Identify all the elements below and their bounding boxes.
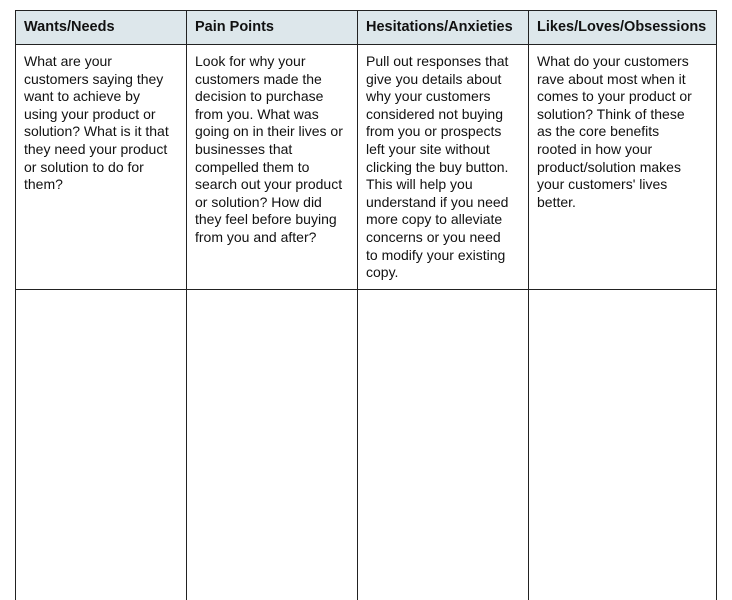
cell-text-line: or solution? How did [195,193,322,210]
cell-text-line: considered not buying [366,105,503,122]
cell-text-line: why your customers [366,88,491,105]
cell-prompt-hesitations-anxieties [366,53,508,282]
cell-text-line: Pull out responses that [366,53,509,69]
cell-text-line: decision to purchase [195,88,324,105]
cell-text-line: product/solution makes [537,158,681,175]
cell-text-line: search out your product [195,176,343,193]
cell-text-line: This will help you [366,176,473,193]
cell-text-line: compelled them to [195,158,310,175]
cell-text-line: clicking the buy button. [366,158,509,175]
cell-text-line: give you details about [366,70,502,87]
column-header-wants-needs: Wants/Needs [24,19,115,35]
row-divider [16,289,716,290]
cell-text-line: customers made the [195,70,322,87]
cell-text-line: to modify your existing [366,246,506,263]
column-header-pain-points: Pain Points [195,19,274,35]
cell-text-line: going on in their lives or [195,123,343,140]
cell-text-line: want to achieve by [24,88,140,105]
cell-text-line: they need your product [24,140,168,157]
cell-text-line: Look for why your [195,53,306,69]
cell-text-line: What do your customers [537,53,689,69]
cell-text-line: or solution to do for [24,158,144,175]
cell-text-line: from you or prospects [366,123,502,140]
cell-text-line: rave about most when it [537,70,686,87]
cell-text-line: using your product or [24,105,156,122]
cell-text-line: better. [537,193,576,210]
cell-text-line: solution? What is it that [24,123,169,140]
cell-text-line: customers saying they [24,70,164,87]
cell-text-line: concerns or you need [366,228,501,245]
cell-text-line: copy. [366,264,399,281]
cell-text-line: more copy to alleviate [366,211,503,228]
cell-text-line: businesses that [195,140,293,157]
cell-text-line: comes to your product or [537,88,692,105]
cell-text-line: them? [24,176,63,193]
cell-text-line: What are your [24,53,112,69]
cell-prompt-wants-needs [24,53,169,194]
cell-text-line: left your site without [366,140,490,157]
empty-answer-cell-wants-needs[interactable] [16,291,187,600]
column-header-likes-loves-obsessions: Likes/Loves/Obsessions [537,19,707,35]
cell-text-line: from you. What was [195,105,319,122]
cell-prompt-likes-loves-obsessions [537,53,692,211]
column-header-hesitations-anxieties: Hesitations/Anxieties [366,19,513,35]
cell-text-line: from you and after? [195,228,317,245]
empty-answer-cell-hesitations-anxieties[interactable] [358,291,529,600]
cell-prompt-pain-points [195,53,343,247]
cell-text-line: as the core benefits [537,123,660,140]
worksheet-table [15,10,717,600]
empty-answer-cell-pain-points[interactable] [187,291,358,600]
cell-text-line: understand if you need [366,193,509,210]
cell-text-line: they feel before buying [195,211,337,228]
cell-text-line: your customers' lives [537,176,668,193]
empty-answer-cell-likes-loves-obsessions[interactable] [529,291,700,600]
cell-text-line: rooted in how your [537,140,653,157]
cell-text-line: solution? Think of these [537,105,685,122]
